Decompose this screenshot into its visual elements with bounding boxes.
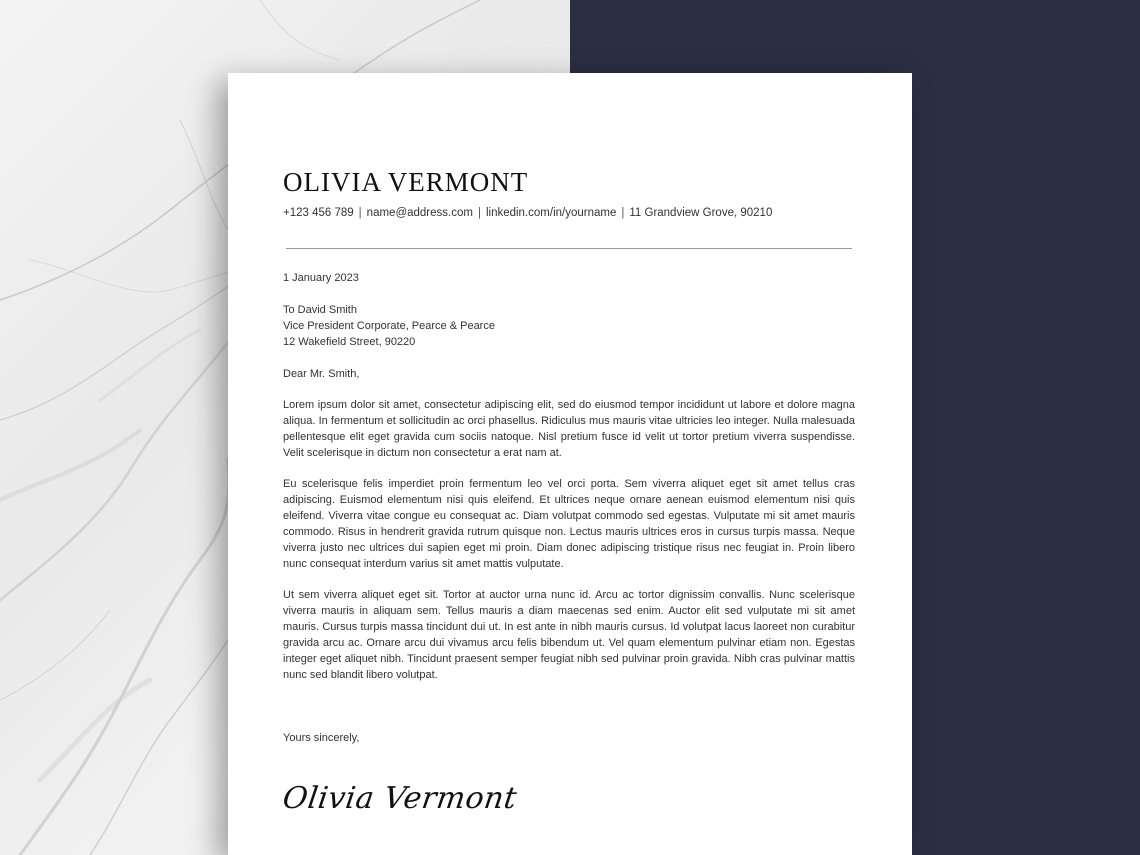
- recipient-block: [283, 302, 855, 350]
- letter-date: 1 January 2023: [283, 272, 359, 284]
- cover-letter-page: [228, 73, 912, 855]
- applicant-name: OLIVIA VERMONT: [283, 167, 529, 197]
- separator: |: [621, 207, 625, 219]
- header-divider: [286, 248, 852, 249]
- salutation: Dear Mr. Smith,: [283, 368, 360, 380]
- body-paragraph-2: Eu scelerisque felis imperdiet proin fermentum leo vel orci porta. Sem viverra aliquet eget sit amet tellus cras adipiscing. Euismod elementum nisi quis eleifend. Et ultrices neque ornare aenean euismod elementum nisi quis eleifend. Viverra vitae congue eu consequat ac. Diam volutpat commodo sed egestas. Vulputate mi sit amet mauris commodo. Risus in hendrerit gravida rutrum quisque non. Lectus mauris ultrices eros in cursus turpis massa. Neque viverra justo nec ultrices dui sapien eget mi proin. Diam donec adipiscing tristique risus nec feugiat in. Proin libero nunc consequat interdum varius sit amet mattis vulputate.: [283, 478, 855, 570]
- recipient-name: To David Smith: [283, 304, 357, 316]
- handwritten-signature: Olivia Vermont: [280, 781, 520, 816]
- phone-number: +123 456 789: [283, 207, 354, 219]
- body-paragraph-3: Ut sem viverra aliquet eget sit. Tortor at auctor urna nunc id. Arcu ac tortor dignissim convallis. Nunc scelerisque viverra mauris in aliquam sem. Tellus mauris a diam maecenas sed enim. Auctor elit sed vulputate mi sit amet mauris. Cursus turpis massa tincidunt dui ut. In est ante in nibh mauris cursus. Id volutpat lacus laoreet non curabitur gravida arcu ac. Ornare arcu dui vivamus arcu felis bibendum ut. Vel quam elementum pulvinar etiam non. Egestas integer eget aliquet nibh. Tincidunt praesent semper feugiat nibh sed pulvinar proin gravida. Nibh cras pulvinar mattis nunc sed blandit libero volutpat.: [283, 589, 855, 681]
- separator: |: [477, 207, 481, 219]
- closing-line: Yours sincerely,: [283, 732, 360, 744]
- separator: |: [358, 207, 362, 219]
- contact-line: [283, 207, 772, 219]
- recipient-title: Vice President Corporate, Pearce & Pearce: [283, 320, 495, 332]
- body-paragraph-1: Lorem ipsum dolor sit amet, consectetur adipiscing elit, sed do eiusmod tempor incididunt ut labore et dolore magna aliqua. In fermentum et sollicitudin ac orci phasellus. Ridiculus mus mauris vitae ultricies leo integer. Nulla malesuada pellentesque elit eget gravida cum sociis natoque. Nisl pretium fusce id velit ut tortor pretium viverra suspendisse. Velit scelerisque in dictum non consectetur a erat nam at.: [283, 399, 855, 459]
- linkedin-url: linkedin.com/in/yourname: [485, 207, 617, 219]
- recipient-address: 12 Wakefield Street, 90220: [283, 336, 416, 348]
- email-address: name@address.com: [366, 207, 473, 219]
- postal-address: 11 Grandview Grove, 90210: [629, 207, 773, 219]
